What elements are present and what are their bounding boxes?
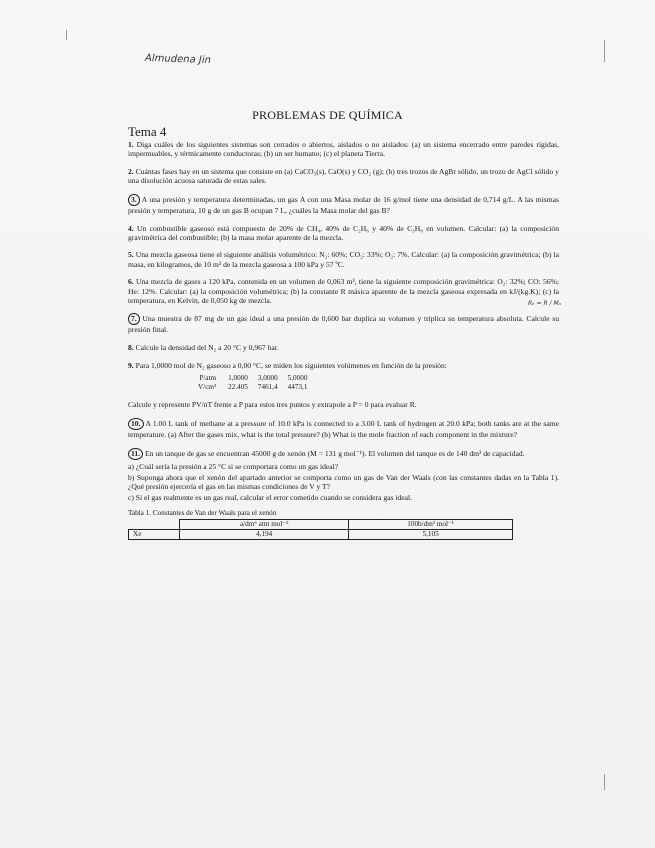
column-header-b: 100b/dm³ mol⁻¹ xyxy=(349,519,513,529)
scan-edge-mark xyxy=(66,30,67,40)
problem-text: Calcule la densidad del N₂ a 20 °C y 0,967 bar. xyxy=(135,343,279,353)
table-cell: 5,105 xyxy=(349,530,513,540)
row-label: P/atm xyxy=(199,374,217,383)
problem-11-part-b: b) Suponga ahora que el xenón del apartado anterior se comporta como un gas de Van der Waals (con las constantes dadas en la Tabla 1). ¿Qué presión ejercería el gas en las mismas condiciones de V y T? xyxy=(128,473,559,492)
problem-8 xyxy=(128,343,559,352)
table-cell: 22.405 xyxy=(228,383,248,392)
problem-7 xyxy=(128,313,559,334)
table-cell: 5,0000 xyxy=(287,374,308,383)
problem-text: Cuántas fases hay en un sistema que consiste en (a) CaCO₃(s), CaO(s) y CO₂ (g); (b) tres trozos de AgBr sólido, un trozo de AgCl sólido y una disolución acuosa saturada de estas sales. xyxy=(128,166,559,186)
column-header-a: a/dm⁶ atm mol⁻² xyxy=(180,519,349,529)
scan-edge-mark xyxy=(604,774,605,790)
row-label: V/cm³ xyxy=(198,383,217,392)
problem-6 xyxy=(128,277,561,308)
scan-edge-mark xyxy=(604,40,605,62)
table-row xyxy=(129,530,513,540)
problem-9-instruction: Calcule y represente PV/nT frente a P para estos tres puntos y extrapole a P = 0 para evaluar R. xyxy=(128,400,417,410)
problem-number: 2. xyxy=(128,166,134,176)
problem-2 xyxy=(128,167,559,185)
problem-number-circled: 3. xyxy=(128,194,140,206)
van-der-waals-table xyxy=(128,519,513,540)
problem-number: 6. xyxy=(128,277,134,287)
problem-number: 4. xyxy=(128,223,134,233)
handwritten-signature: Almudena Jin xyxy=(144,52,212,67)
problem-text: En un tanque de gas se encuentran 45000 g de xenón (M = 131 g mol⁻¹). El volumen del tanque es de 140 dm³ de capacidad. xyxy=(144,448,525,458)
problem-text: Un combustible gaseoso está compuesto de 20% de CH₄, 40% de C₂H₆ y 40% de C₃H₈ en volumen. Calcular: (a) la composición gravimétrica del combustible; (b) la masa molar aparente de la mezcla. xyxy=(128,223,559,242)
handwritten-note: Rₑ = R / Mₐ xyxy=(527,300,561,308)
problem-text: A 1.00 L tank of methane at a pressure of 10.0 kPa is connected to a 3.00 L tank of hydrogen at 20.0 kPa; both tanks are at the same temperature. (a) After the gases mix, what is the total pressure? (b) What is the mole fraction of each component in the mixture? xyxy=(128,419,559,440)
problem-1 xyxy=(128,140,559,158)
table-cell: 4473,1 xyxy=(287,383,308,392)
problem-5 xyxy=(128,250,559,268)
problem-number-circled: 10. xyxy=(128,418,144,430)
page-title: PROBLEMAS DE QUÍMICA xyxy=(252,108,403,122)
problem-number: 8. xyxy=(128,343,134,353)
problem-11 xyxy=(128,448,559,540)
problem-11-part-c: c) Si el gas realmente es un gas real, calcular el error cometido cuando se considera gas ideal. xyxy=(128,493,413,503)
problem-4 xyxy=(128,224,559,242)
problem-text: Diga cuáles de los siguientes sistemas son cerrados o abiertos, aislados o no aislados: (a) un sistema encerrado entre paredes rígidas, impermeables, y térmicamente conductoras; (b) un ser humano; (c) el planeta Tierra. xyxy=(128,140,559,159)
table-cell: 4,194 xyxy=(180,530,349,540)
problem-number: 5. xyxy=(128,250,134,260)
problem-text: Una mezcla de gases a 120 kPa, contenida en un volumen de 0,063 m³, tiene la siguiente composición gravimétrica: O₂: 32%; CO: 56%; He: 12%. Calcular: (a) la composición volumétrica; (b) la constante R másica aparente de la mezcla gaseosa expresada en kJ/(kg.K); (c) la temperatura, en Kelvin, de 0,050 kg de mezcla. xyxy=(128,277,559,305)
table-header-row xyxy=(129,519,513,529)
problem-text: A una presión y temperatura determinadas, un gas A con una Masa molar de 16 g/mol tiene una densidad de 0,714 g/L. A las mismas presión y temperatura, 10 g de un gas B ocupan 7 L, ¿cuáles la Masa molar del gas B? xyxy=(128,194,559,215)
table-row xyxy=(198,383,317,392)
problem-list xyxy=(128,140,559,549)
row-label: Xe xyxy=(129,530,180,540)
problem-9 xyxy=(128,361,559,410)
problem-3 xyxy=(128,194,559,215)
table-cell: 1,0000 xyxy=(228,374,248,383)
problem-10 xyxy=(128,418,559,439)
table-caption: Tabla 1. Constantes de Van der Waals para el xenón xyxy=(128,508,277,517)
problem-number-circled: 7. xyxy=(128,313,140,325)
problem-number: 1. xyxy=(128,140,134,149)
problem-number-circled: 11. xyxy=(128,448,143,460)
problem-number: 9. xyxy=(128,360,134,370)
problem-text: Una mezcla gaseosa tiene el siguiente análisis volumétrico: N₂: 60%; CO₂: 33%; O₂: 7%. Calcular: (a) la composición gravimétrica; (b) la masa, en kilogramos, de 10 m³ de la mezcla gaseosa a 100 kPa y 57 ºC. xyxy=(128,250,559,269)
problem-text: Una muestra de 87 mg de un gas ideal a una presión de 0,600 bar duplica su volumen y triplica su temperatura absoluta. Calcule su presión final. xyxy=(128,314,559,335)
problem-11-part-a: a) ¿Cuál sería la presión a 25 °C si se comportara como un gas ideal? xyxy=(128,461,339,471)
problem-text: Para 1,0000 mol de N₂ gaseoso a 0,00 °C, se miden los siguientes volúmenes en función de la presión: xyxy=(135,360,447,370)
table-cell: 7461,4 xyxy=(257,383,278,392)
pressure-volume-table xyxy=(198,374,317,392)
table-row xyxy=(198,374,317,383)
section-heading: Tema 4 xyxy=(128,124,167,139)
table-cell: 3,0000 xyxy=(257,374,278,383)
empty-cell xyxy=(129,519,180,529)
